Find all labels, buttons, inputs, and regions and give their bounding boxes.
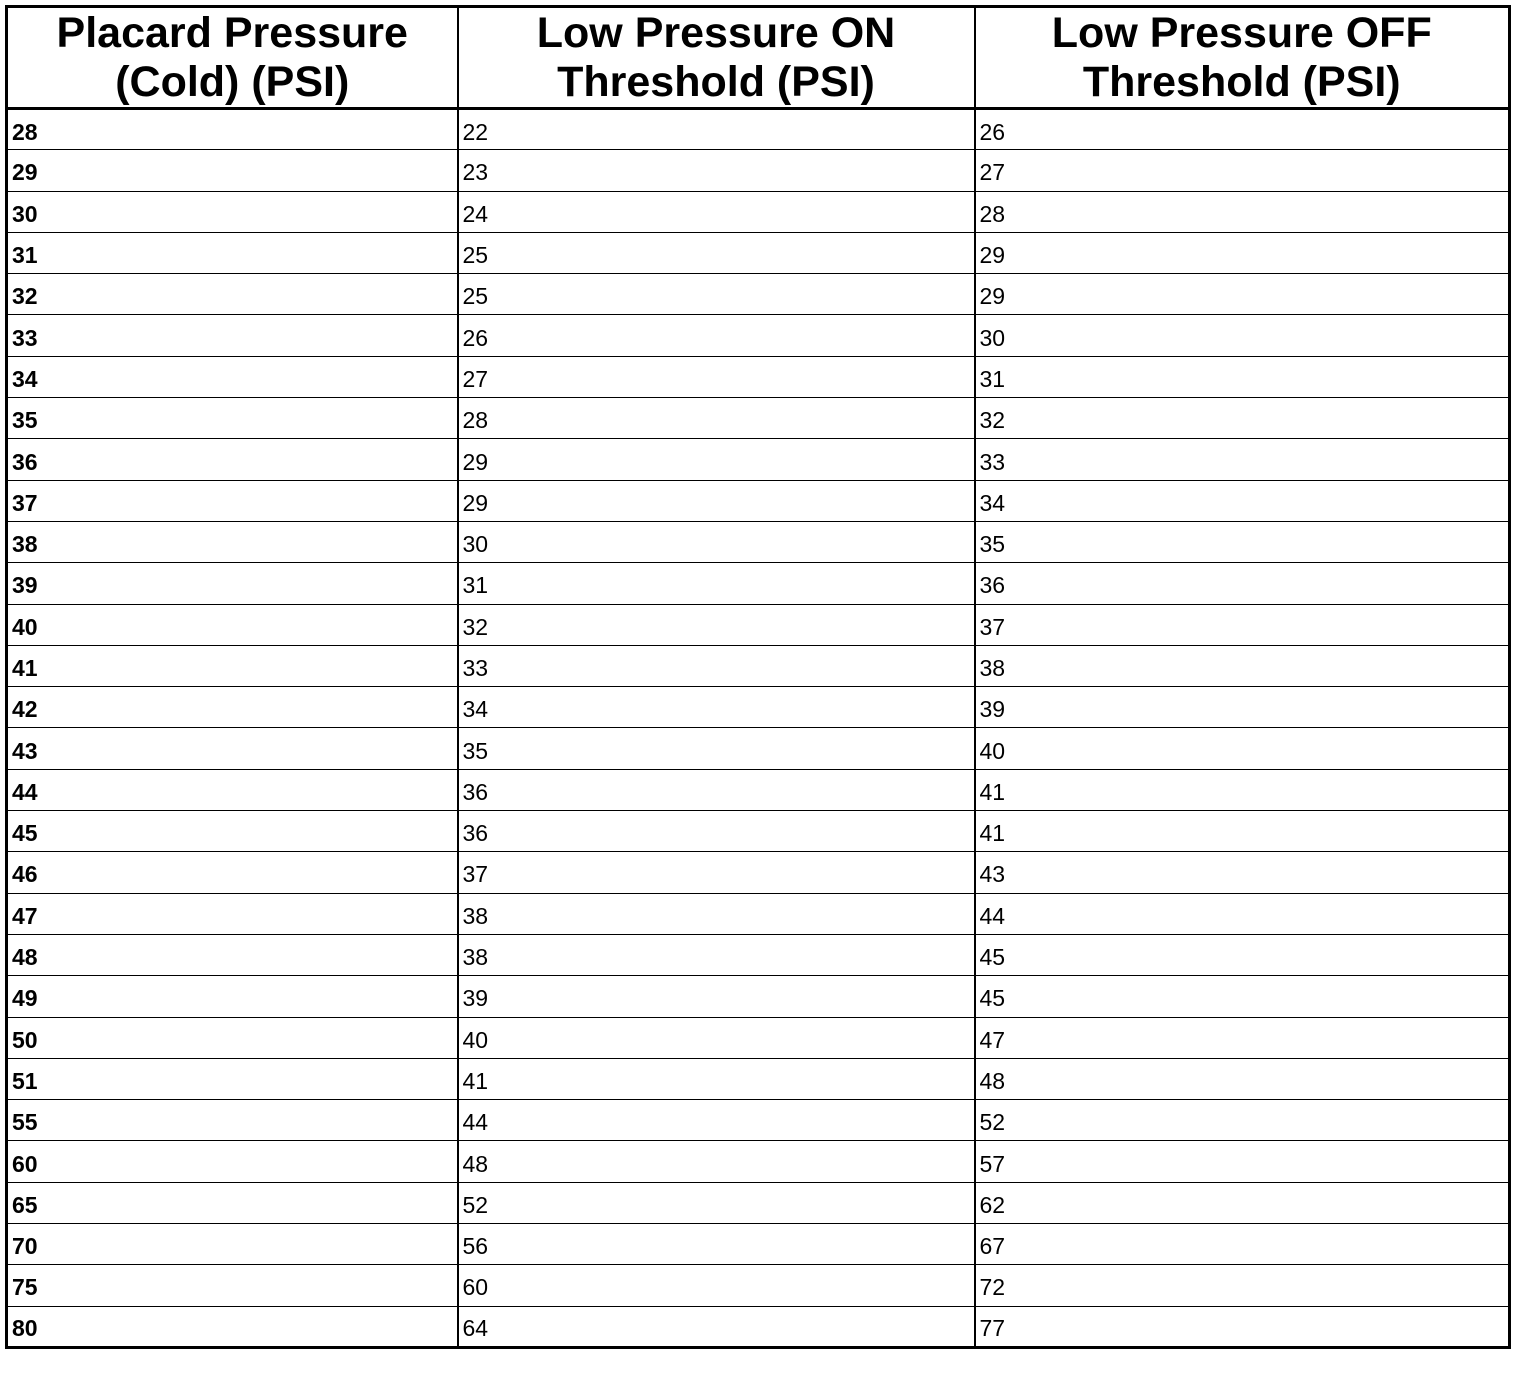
- low-pressure-off-cell: [975, 687, 1510, 728]
- table-row: [7, 728, 1510, 769]
- cell-value: 22: [462, 118, 489, 145]
- cell-value: 25: [462, 242, 489, 269]
- low-pressure-off-cell: [975, 728, 1510, 769]
- low-pressure-off-cell: [975, 109, 1510, 150]
- low-pressure-on-cell: [458, 1058, 975, 1099]
- placard-pressure-cell: [7, 439, 458, 480]
- header-low-pressure-off: [975, 7, 1510, 109]
- table-row: [7, 645, 1510, 686]
- cell-value: 39: [979, 696, 1006, 723]
- cell-value: 56: [462, 1233, 489, 1260]
- placard-pressure-cell: [7, 687, 458, 728]
- cell-value: 24: [462, 200, 489, 227]
- low-pressure-off-cell: [975, 1058, 1510, 1099]
- low-pressure-on-cell: [458, 1100, 975, 1141]
- cell-value: 47: [979, 1026, 1006, 1053]
- placard-pressure-cell: [7, 645, 458, 686]
- low-pressure-on-cell: [458, 852, 975, 893]
- cell-value: 39: [462, 985, 489, 1012]
- table-row: [7, 1058, 1510, 1099]
- placard-pressure-cell: [7, 893, 458, 934]
- low-pressure-off-cell: [975, 356, 1510, 397]
- cell-value: 38: [12, 531, 38, 558]
- low-pressure-on-cell: [458, 687, 975, 728]
- low-pressure-on-cell: [458, 811, 975, 852]
- header-row: [7, 7, 1510, 109]
- low-pressure-on-cell: [458, 1182, 975, 1223]
- cell-value: 52: [462, 1191, 489, 1218]
- table-row: [7, 1265, 1510, 1306]
- table-row: [7, 563, 1510, 604]
- cell-value: 31: [979, 365, 1006, 392]
- table-row: [7, 1141, 1510, 1182]
- cell-value: 25: [462, 283, 489, 310]
- placard-pressure-cell: [7, 315, 458, 356]
- table-header: [7, 7, 1510, 109]
- cell-value: 41: [12, 655, 38, 681]
- table-row: [7, 1100, 1510, 1141]
- low-pressure-off-cell: [975, 150, 1510, 191]
- cell-value: 31: [462, 572, 489, 599]
- low-pressure-off-cell: [975, 976, 1510, 1017]
- placard-pressure-cell: [7, 1306, 458, 1347]
- cell-value: 36: [12, 448, 38, 475]
- low-pressure-off-cell: [975, 893, 1510, 934]
- cell-value: 64: [462, 1315, 489, 1342]
- low-pressure-off-cell: [975, 1265, 1510, 1306]
- placard-pressure-cell: [7, 563, 458, 604]
- cell-value: 34: [979, 489, 1006, 516]
- placard-pressure-cell: [7, 150, 458, 191]
- low-pressure-on-cell: [458, 439, 975, 480]
- cell-value: 50: [12, 1026, 38, 1053]
- header-line: Placard Pressure: [56, 8, 408, 57]
- cell-value: 43: [979, 861, 1006, 888]
- header-low-pressure-on: [458, 7, 975, 109]
- cell-value: 27: [462, 365, 489, 392]
- low-pressure-on-cell: [458, 109, 975, 150]
- low-pressure-off-cell: [975, 480, 1510, 521]
- table-row: [7, 356, 1510, 397]
- table-row: [7, 274, 1510, 315]
- cell-value: 55: [12, 1109, 38, 1136]
- placard-pressure-cell: [7, 1058, 458, 1099]
- placard-pressure-cell: [7, 109, 458, 150]
- low-pressure-on-cell: [458, 274, 975, 315]
- cell-value: 23: [462, 159, 489, 186]
- cell-value: 31: [12, 242, 38, 269]
- cell-value: 62: [979, 1191, 1006, 1218]
- low-pressure-off-cell: [975, 315, 1510, 356]
- low-pressure-off-cell: [975, 1100, 1510, 1141]
- cell-value: 35: [12, 407, 38, 434]
- low-pressure-off-cell: [975, 274, 1510, 315]
- low-pressure-on-cell: [458, 769, 975, 810]
- cell-value: 36: [462, 778, 489, 805]
- low-pressure-off-cell: [975, 1224, 1510, 1265]
- low-pressure-off-cell: [975, 439, 1510, 480]
- cell-value: 32: [12, 283, 38, 310]
- header-line: Threshold (PSI): [557, 57, 875, 106]
- placard-pressure-cell: [7, 356, 458, 397]
- cell-value: 48: [979, 1067, 1006, 1094]
- low-pressure-on-cell: [458, 934, 975, 975]
- table-row: [7, 480, 1510, 521]
- cell-value: 33: [979, 448, 1006, 475]
- table-row: [7, 934, 1510, 975]
- cell-value: 26: [462, 324, 489, 351]
- cell-value: 30: [462, 531, 489, 558]
- cell-value: 38: [462, 944, 489, 971]
- low-pressure-off-cell: [975, 604, 1510, 645]
- cell-value: 34: [462, 696, 489, 723]
- cell-value: 41: [979, 778, 1006, 805]
- low-pressure-on-cell: [458, 893, 975, 934]
- header-line: Low Pressure OFF: [1051, 8, 1432, 57]
- cell-value: 44: [12, 778, 38, 805]
- cell-value: 60: [462, 1274, 489, 1301]
- low-pressure-on-cell: [458, 521, 975, 562]
- low-pressure-on-cell: [458, 232, 975, 273]
- cell-value: 36: [462, 820, 489, 847]
- cell-value: 72: [979, 1274, 1006, 1301]
- cell-value: 39: [12, 572, 38, 599]
- cell-value: 47: [12, 902, 38, 929]
- table-row: [7, 769, 1510, 810]
- low-pressure-off-cell: [975, 852, 1510, 893]
- cell-value: 43: [12, 737, 38, 764]
- low-pressure-on-cell: [458, 728, 975, 769]
- cell-value: 26: [979, 118, 1006, 145]
- low-pressure-on-cell: [458, 1306, 975, 1347]
- table-row: [7, 191, 1510, 232]
- table-row: [7, 1306, 1510, 1347]
- low-pressure-off-cell: [975, 1182, 1510, 1223]
- low-pressure-off-cell: [975, 934, 1510, 975]
- cell-value: 30: [12, 200, 38, 227]
- placard-pressure-cell: [7, 274, 458, 315]
- placard-pressure-cell: [7, 1100, 458, 1141]
- cell-value: 33: [12, 324, 38, 351]
- cell-value: 40: [979, 737, 1006, 764]
- cell-value: 57: [979, 1150, 1006, 1177]
- placard-pressure-cell: [7, 191, 458, 232]
- cell-value: 28: [979, 200, 1006, 227]
- placard-pressure-cell: [7, 976, 458, 1017]
- header-line: Threshold (PSI): [1082, 57, 1401, 106]
- cell-value: 65: [12, 1191, 38, 1218]
- placard-pressure-cell: [7, 728, 458, 769]
- cell-value: 46: [12, 861, 38, 888]
- low-pressure-on-cell: [458, 356, 975, 397]
- low-pressure-off-cell: [975, 563, 1510, 604]
- cell-value: 52: [979, 1109, 1006, 1136]
- table-body: [7, 109, 1510, 1348]
- cell-value: 27: [979, 159, 1006, 186]
- cell-value: 41: [979, 820, 1006, 847]
- low-pressure-on-cell: [458, 1265, 975, 1306]
- cell-value: 80: [12, 1315, 38, 1342]
- low-pressure-off-cell: [975, 521, 1510, 562]
- low-pressure-off-cell: [975, 191, 1510, 232]
- placard-pressure-cell: [7, 480, 458, 521]
- table-row: [7, 811, 1510, 852]
- low-pressure-on-cell: [458, 1224, 975, 1265]
- header-line: (Cold) (PSI): [115, 57, 350, 106]
- cell-value: 38: [462, 902, 489, 929]
- low-pressure-on-cell: [458, 604, 975, 645]
- cell-value: 33: [462, 655, 489, 681]
- low-pressure-on-cell: [458, 645, 975, 686]
- table-row: [7, 315, 1510, 356]
- cell-value: 29: [979, 283, 1006, 310]
- cell-value: 36: [979, 572, 1006, 599]
- cell-value: 29: [462, 489, 489, 516]
- placard-pressure-cell: [7, 1017, 458, 1058]
- low-pressure-on-cell: [458, 480, 975, 521]
- cell-value: 44: [462, 1109, 489, 1136]
- table-row: [7, 1224, 1510, 1265]
- low-pressure-off-cell: [975, 769, 1510, 810]
- placard-pressure-cell: [7, 398, 458, 439]
- cell-value: 48: [12, 944, 38, 971]
- table-row: [7, 1017, 1510, 1058]
- cell-value: 60: [12, 1150, 38, 1177]
- cell-value: 38: [979, 655, 1006, 681]
- cell-value: 42: [12, 696, 38, 723]
- placard-pressure-cell: [7, 1141, 458, 1182]
- table-row: [7, 687, 1510, 728]
- cell-value: 34: [12, 365, 38, 392]
- cell-value: 40: [12, 613, 38, 640]
- cell-value: 35: [462, 737, 489, 764]
- placard-pressure-cell: [7, 934, 458, 975]
- low-pressure-on-cell: [458, 1017, 975, 1058]
- header-line: Low Pressure ON: [536, 8, 896, 57]
- placard-pressure-cell: [7, 521, 458, 562]
- low-pressure-off-cell: [975, 1141, 1510, 1182]
- cell-value: 44: [979, 902, 1006, 929]
- cell-value: 28: [462, 407, 489, 434]
- table-row: [7, 232, 1510, 273]
- cell-value: 32: [979, 407, 1006, 434]
- table-row: [7, 439, 1510, 480]
- cell-value: 45: [12, 820, 38, 847]
- header-placard-pressure: [7, 7, 458, 109]
- table-row: [7, 852, 1510, 893]
- placard-pressure-cell: [7, 232, 458, 273]
- cell-value: 37: [12, 489, 38, 516]
- cell-value: 37: [462, 861, 489, 888]
- low-pressure-off-cell: [975, 1017, 1510, 1058]
- low-pressure-on-cell: [458, 563, 975, 604]
- cell-value: 40: [462, 1026, 489, 1053]
- cell-value: 67: [979, 1233, 1006, 1260]
- cell-value: 29: [12, 159, 38, 186]
- table-row: [7, 604, 1510, 645]
- low-pressure-off-cell: [975, 398, 1510, 439]
- low-pressure-on-cell: [458, 1141, 975, 1182]
- low-pressure-on-cell: [458, 398, 975, 439]
- cell-value: 30: [979, 324, 1006, 351]
- placard-pressure-cell: [7, 1182, 458, 1223]
- low-pressure-off-cell: [975, 1306, 1510, 1347]
- low-pressure-on-cell: [458, 150, 975, 191]
- cell-value: 75: [12, 1274, 38, 1301]
- table-row: [7, 150, 1510, 191]
- cell-value: 35: [979, 531, 1006, 558]
- low-pressure-off-cell: [975, 232, 1510, 273]
- placard-pressure-cell: [7, 1265, 458, 1306]
- cell-value: 70: [12, 1233, 38, 1260]
- placard-pressure-cell: [7, 1224, 458, 1265]
- cell-value: 41: [462, 1067, 489, 1094]
- placard-pressure-cell: [7, 811, 458, 852]
- cell-value: 45: [979, 944, 1006, 971]
- cell-value: 29: [462, 448, 489, 475]
- cell-value: 32: [462, 613, 489, 640]
- table-row: [7, 976, 1510, 1017]
- low-pressure-off-cell: [975, 645, 1510, 686]
- cell-value: 45: [979, 985, 1006, 1012]
- cell-value: 51: [12, 1067, 38, 1094]
- placard-pressure-cell: [7, 769, 458, 810]
- cell-value: 29: [979, 242, 1006, 269]
- table-row: [7, 398, 1510, 439]
- placard-pressure-cell: [7, 852, 458, 893]
- low-pressure-off-cell: [975, 811, 1510, 852]
- cell-value: 49: [12, 985, 38, 1012]
- pressure-threshold-table: [5, 5, 1511, 1349]
- table-row: [7, 893, 1510, 934]
- table-row: [7, 109, 1510, 150]
- placard-pressure-cell: [7, 604, 458, 645]
- low-pressure-on-cell: [458, 315, 975, 356]
- low-pressure-on-cell: [458, 191, 975, 232]
- cell-value: 77: [979, 1315, 1006, 1342]
- table-row: [7, 521, 1510, 562]
- cell-value: 37: [979, 613, 1006, 640]
- cell-value: 48: [462, 1150, 489, 1177]
- low-pressure-on-cell: [458, 976, 975, 1017]
- cell-value: 28: [12, 118, 38, 145]
- table-row: [7, 1182, 1510, 1223]
